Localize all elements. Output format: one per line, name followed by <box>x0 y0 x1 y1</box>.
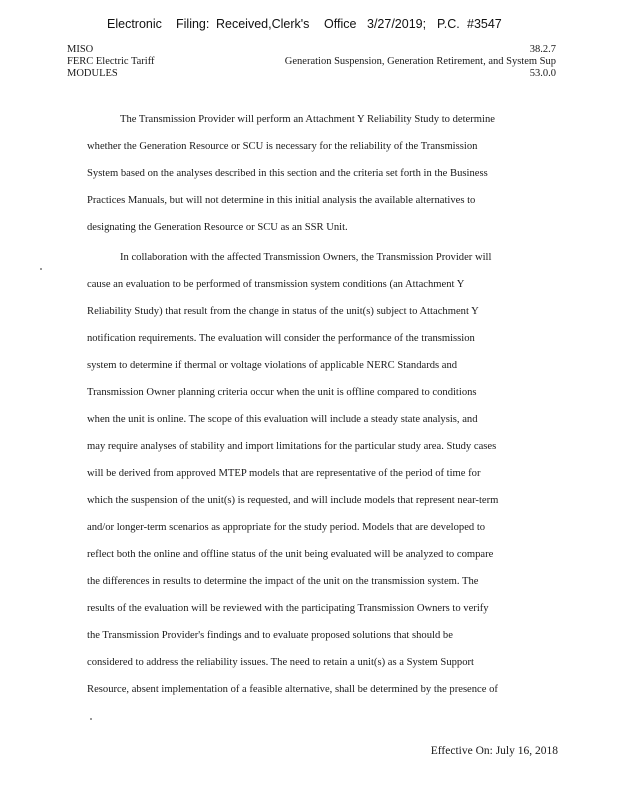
header-company: MISO <box>67 44 94 55</box>
header-modules: MODULES <box>67 68 118 79</box>
paragraph-line: may require analyses of stability and import limitations for the particular study area. Study cases <box>87 441 497 452</box>
filing-stamp-pc: P.C. <box>437 17 460 31</box>
paragraph-line: notification requirements. The evaluation will consider the performance of the transmission <box>87 333 475 344</box>
paragraph-line: the Transmission Provider's findings and to evaluate proposed solutions that should be <box>87 630 453 641</box>
header-section-title: Generation Suspension, Generation Retirement, and System Sup <box>284 56 556 67</box>
paragraph-line: will be derived from approved MTEP models that are representative of the period of time for <box>87 468 481 479</box>
filing-stamp-label: Electronic <box>107 17 162 31</box>
paragraph-1 <box>87 106 550 241</box>
filing-stamp-filing: Filing: <box>176 17 210 31</box>
paragraph-line: when the unit is online. The scope of this evaluation will include a steady state analysis, and <box>87 414 478 425</box>
paragraph-line: considered to address the reliability issues. The need to retain a unit(s) as a System Support <box>87 657 474 668</box>
filing-stamp-number: #3547 <box>467 17 502 31</box>
paragraph-line: cause an evaluation to be performed of transmission system conditions (an Attachment Y <box>87 279 465 290</box>
paragraph-line: Practices Manuals, but will not determine in this initial analysis the available alternatives to <box>87 195 476 206</box>
filing-stamp-received: Received,Clerk's <box>216 17 310 31</box>
paragraph-line: System based on the analyses described in this section and the criteria set forth in the Business <box>87 168 488 179</box>
paragraph-line: and/or longer-term scenarios as appropriate for the study period. Models that are developed to <box>87 522 486 533</box>
paragraph-line: system to determine if thermal or voltage violations of applicable NERC Standards and <box>87 360 458 371</box>
paragraph-line: reflect both the online and offline status of the unit being evaluated will be analyzed to compare <box>87 549 494 560</box>
header-version: 53.0.0 <box>529 68 556 79</box>
paragraph-line: In collaboration with the affected Transmission Owners, the Transmission Provider will <box>120 252 492 263</box>
header-right <box>285 44 556 80</box>
scan-speck <box>90 718 92 720</box>
paragraph-line: the differences in results to determine the impact of the unit on the transmission system. The <box>87 576 479 587</box>
paragraph-2 <box>87 244 550 703</box>
paragraph-line: which the suspension of the unit(s) is requested, and will include models that represent near-term <box>87 495 499 506</box>
paragraph-line: Reliability Study) that result from the change in status of the unit(s) subject to Attachment Y <box>87 306 479 317</box>
paragraph-line: Transmission Owner planning criteria occur when the unit is offline compared to conditions <box>87 387 477 398</box>
filing-stamp-office: Office <box>324 17 357 31</box>
paragraph-line: results of the evaluation will be reviewed with the participating Transmission Owners to verify <box>87 603 489 614</box>
scan-speck <box>40 268 42 270</box>
footer-effective-date: Effective On: July 16, 2018 <box>430 745 558 757</box>
paragraph-line: designating the Generation Resource or SCU as an SSR Unit. <box>87 222 348 233</box>
header-section-number: 38.2.7 <box>529 44 556 55</box>
paragraph-line: Resource, absent implementation of a feasible alternative, shall be determined by the presence of <box>87 684 498 695</box>
header-left <box>67 44 155 80</box>
filing-stamp-date: 3/27/2019; <box>367 17 427 31</box>
paragraph-line: whether the Generation Resource or SCU is necessary for the reliability of the Transmission <box>87 141 478 152</box>
header-tariff: FERC Electric Tariff <box>67 56 155 67</box>
paragraph-line: The Transmission Provider will perform an Attachment Y Reliability Study to determine <box>120 114 495 125</box>
